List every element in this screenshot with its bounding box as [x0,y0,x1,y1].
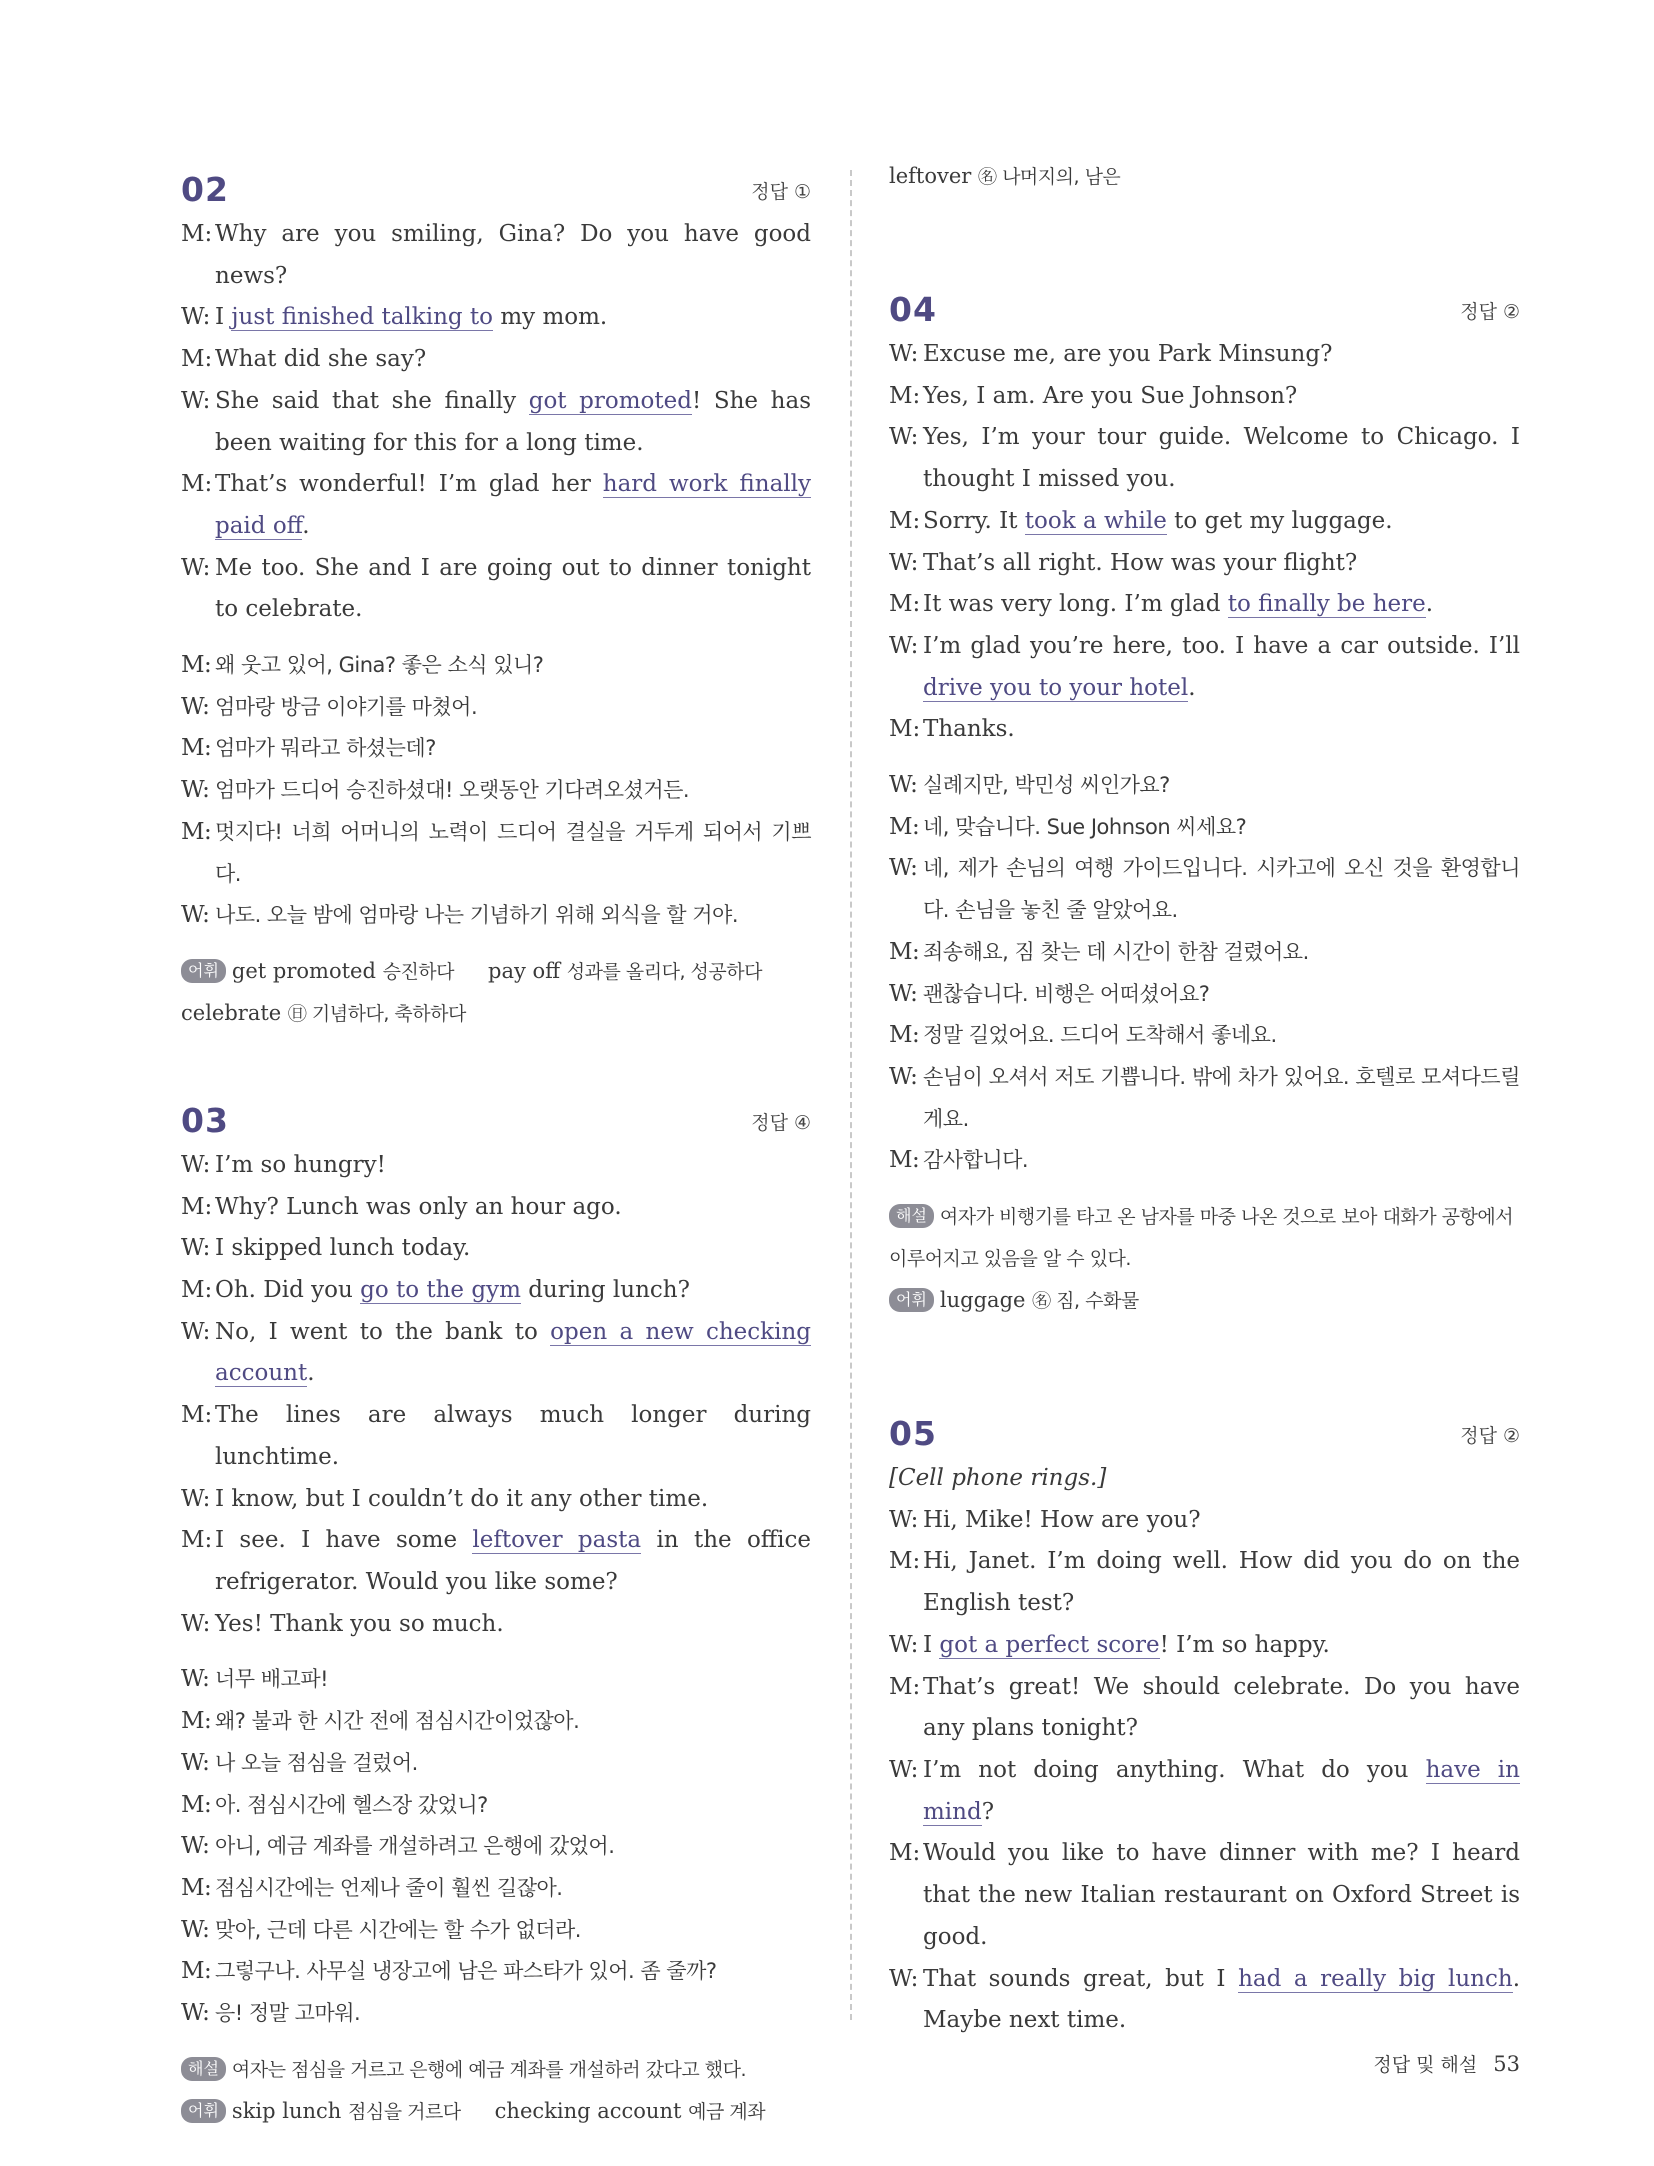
dialogue-text [215,1604,811,1646]
text-segment: Would you like to have dinner with me? I heard that the new Italian restaurant on Oxford Street is good. [923,1840,1520,1950]
dialogue-line [181,1312,811,1395]
translation-text: 엄마가 드디어 승진하셨대! 오랫동안 기다려오셨거든. [215,778,690,803]
translation-text: 그렇구나. 사무실 냉장고에 남은 파스타가 있어. 좀 줄까? [215,1959,717,1984]
speaker-label: W: [889,1506,919,1533]
dialogue-line [181,464,811,547]
text-segment: . [302,512,310,539]
vocab-term: checking account [494,2098,682,2123]
translation-line [181,1951,811,1993]
translation-line [889,848,1520,931]
translation-line [181,770,811,812]
dialogue-line [889,1500,1520,1542]
vocab-meaning: 성과를 올리다, 성공하다 [566,960,762,983]
answer-blank: got promoted [528,387,692,414]
dialogue-text [215,1520,811,1603]
translation-text: 괜찮습니다. 비행은 어떠셨어요? [923,981,1210,1006]
dialogue-text [215,1145,811,1187]
dialogue-text [215,1270,811,1312]
page-footer [1373,2050,1520,2077]
vocab-term: pay off [488,958,561,983]
text-segment: in the office refrigerator. Would you like some? [215,1527,811,1595]
speaker-label: W: [181,1610,211,1637]
text-segment: . Maybe next time. [923,1965,1520,2034]
question-number: 02 [181,170,229,209]
question-number: 03 [181,1100,229,1140]
dialogue-line [181,214,811,297]
text-segment: Hi, Mike! How are you? [923,1506,1201,1533]
translation-text: 맞아, 근데 다른 시간에는 할 수가 없더라. [215,1917,581,1942]
translation-line [889,807,1520,849]
text-segment: I know, but I couldn’t do it any other time. [215,1485,709,1512]
dialogue-line [181,1479,811,1521]
dialogue-line [889,376,1520,418]
text-segment: . [1425,591,1434,618]
translation-line [181,812,811,895]
dialogue-text [923,1625,1520,1667]
dialogue-line [889,543,1520,585]
translation-text: 아. 점심시간에 헬스장 갔었니? [215,1792,488,1817]
dialogue-line [181,1604,811,1646]
translation-line [181,1826,811,1868]
answer-label: 정답 ② [1460,301,1520,323]
speaker-label: W: [181,1485,211,1512]
translation-line [889,932,1520,974]
translation-text: 나도. 오늘 밤에 엄마랑 나는 기념하기 위해 외식을 할 거야. [215,903,739,928]
dialogue-line [889,334,1520,376]
text-segment: The lines are always much longer during lunchtime. [215,1402,811,1470]
translation-text: 네, 맞습니다. Sue Johnson 씨세요? [923,814,1247,839]
dialogue-text [923,334,1520,376]
speaker-label: W: [181,1916,210,1943]
translation-line [181,1910,811,1952]
speaker-label: W: [889,980,918,1007]
dialogue-text [923,543,1520,585]
translation-line [181,1743,811,1785]
speaker-label: M: [181,1193,213,1220]
speaker-label: W: [181,1749,210,1776]
dialogue-line [889,417,1520,500]
answer-blank: got a perfect score [939,1631,1160,1658]
explanation-note [889,1196,1520,1280]
dialogue-text [923,1750,1520,1833]
text-segment: Thanks. [923,716,1015,743]
translation-line [181,1701,811,1743]
korean-translation [889,765,1520,1182]
dialogue-text [215,339,811,381]
question-header [181,1091,811,1140]
speaker-label: W: [889,424,919,451]
speaker-label: W: [181,777,210,804]
answer-blank: had a really big lunch [1238,1965,1513,1992]
answer-blank: have in mind [923,1756,1520,1825]
left-column [181,160,811,2133]
translation-text: 엄마랑 방금 이야기를 마쳤어. [215,694,478,719]
speaker-label: W: [889,1631,919,1658]
question-number: 05 [889,1414,937,1454]
text-segment: Oh. Did you [215,1277,361,1304]
speaker-label: W: [889,341,919,367]
translation-text: 정말 길었어요. 드디어 도착해서 좋네요. [923,1023,1277,1048]
dialogue-line [181,297,811,339]
footer-label: 정답 및 해설 [1373,2054,1478,2076]
vocab-meaning: 승진하다 [382,960,455,983]
dialogue-line [889,1625,1520,1667]
text-segment: during lunch? [520,1277,690,1304]
text-segment: That’s wonderful! I’m glad her [215,471,603,498]
dialogue-line [181,1187,811,1229]
text-segment: That’s all right. How was your flight? [923,549,1358,576]
answer-blank: drive you to your hotel [923,674,1189,701]
speaker-label: W: [181,693,210,720]
speaker-label: M: [181,1277,213,1304]
text-segment: Why? Lunch was only an hour ago. [215,1193,622,1220]
answer-blank: just finished talking to [231,304,494,331]
answer-blank: to finally be here [1227,591,1426,618]
speaker-label: W: [181,2000,210,2027]
speaker-label: W: [181,902,210,929]
vocab-term: celebrate [181,1000,282,1025]
translation-text: 손님이 오셔서 저도 기쁩니다. 밖에 차가 있어요. 호텔로 모셔다드릴게요. [923,1064,1520,1131]
dialogue-text [923,709,1520,751]
speaker-label: W: [889,1063,918,1090]
text-segment: It was very long. I’m glad [923,591,1228,618]
speaker-label: M: [181,652,212,679]
right-column [889,160,1520,2042]
speaker-label: M: [889,382,921,409]
text-segment: . [1188,674,1196,701]
speaker-label: M: [181,818,212,845]
translation-text: 왜? 불과 한 시간 전에 점심시간이었잖아. [215,1709,580,1734]
vocab-tag: 어휘 [889,1288,934,1312]
vocab-term: get promoted [231,958,376,983]
text-segment: What did she say? [215,346,427,373]
dialogue-text [923,584,1520,626]
text-segment: I’m glad you’re here, too. I have a car outside. I’ll [923,632,1520,659]
speaker-label: M: [181,1874,212,1901]
dialogue-text [215,1228,811,1270]
translation-line [181,728,811,770]
text-segment: Yes, I’m your tour guide. Welcome to Chicago. I thought I missed you. [923,424,1520,493]
dialogue-text [923,501,1520,543]
translation-line [181,1868,811,1910]
translation-text: 점심시간에는 언제나 줄이 훨씬 길잖아. [215,1875,563,1900]
question-header [889,1404,1520,1454]
text-segment: I skipped lunch today. [215,1235,471,1262]
text-segment: I’m not doing anything. What do you [923,1756,1426,1783]
speaker-label: M: [889,1147,920,1174]
text-segment: ! I’m so happy. [1159,1631,1330,1658]
translation-line [181,645,811,687]
speaker-label: M: [889,1022,920,1049]
translation-text: 실례지만, 박민성 씨인가요? [923,773,1170,798]
translation-line [889,974,1520,1016]
page-number: 53 [1493,2052,1520,2076]
question-04 [889,280,1520,1322]
translation-line [181,687,811,729]
vocab-note [181,951,811,1035]
speaker-label: M: [889,813,920,840]
dialogue-text [923,1541,1520,1624]
text-segment: . [307,1360,315,1387]
english-dialogue [181,214,811,631]
translation-text: 네, 제가 손님의 여행 가이드입니다. 시카고에 오신 것을 환영합니다. 손님을 놓친 줄 알았어요. [923,856,1520,923]
text-segment: No, I went to the bank to [215,1318,551,1345]
text-segment: I see. I have some [215,1527,473,1554]
text-segment: Why are you smiling, Gina? Do you have good news? [215,221,811,289]
speaker-label: M: [889,1673,921,1700]
speaker-label: M: [889,716,921,743]
translation-text: 너무 배고파! [215,1667,329,1692]
question-header [181,160,811,209]
english-dialogue [889,1500,1520,2042]
translation-line [181,1659,811,1701]
speaker-label: W: [889,632,919,659]
vocab-meaning: ㊔ 나머지의, 남은 [978,166,1121,188]
dialogue-line [181,1520,811,1603]
text-segment: I’m so hungry! [215,1151,386,1178]
answer-label: 정답 ④ [751,1111,811,1134]
speaker-label: M: [181,471,213,498]
speaker-label: M: [181,1791,212,1818]
dialogue-line [889,1541,1520,1624]
dialogue-text [923,626,1520,709]
dialogue-text [215,464,811,547]
vocab-term: luggage [939,1288,1026,1313]
dialogue-text [215,214,811,297]
dialogue-text [923,1667,1520,1750]
text-segment: Yes! Thank you so much. [215,1610,504,1637]
speaker-label: W: [889,772,918,799]
translation-line [889,1015,1520,1057]
text-segment: Sorry. It [923,507,1025,534]
question-03 [181,1091,811,2133]
dialogue-text [215,297,811,339]
text-segment: my mom. [493,304,608,331]
vocab-meaning: ㊐ 기념하다, 축하하다 [287,1002,466,1025]
text-segment: That sounds great, but I [923,1965,1239,1992]
dialogue-line [889,501,1520,543]
dialogue-line [889,1750,1520,1833]
dialogue-line [181,548,811,631]
answer-label: 정답 ② [1460,1425,1520,1448]
translation-text: 응! 정말 고마워. [215,2001,361,2026]
column-divider [850,170,852,2020]
speaker-label: W: [889,1965,919,1992]
dialogue-text [215,1187,811,1229]
answer-blank: hard work finally paid off [215,471,811,539]
dialogue-text [923,417,1520,500]
answer-label: 정답 ① [751,181,811,203]
dialogue-text [215,1479,811,1521]
text-segment: She said that she finally [215,387,529,414]
dialogue-line [889,1667,1520,1750]
dialogue-line [889,584,1520,626]
korean-translation [181,645,811,937]
translation-text: 엄마가 뭐라고 하셨는데? [215,736,436,761]
speaker-label: W: [889,549,919,576]
translation-line [889,1140,1520,1182]
translation-text: 멋지다! 너희 어머니의 노력이 드디어 결실을 거두게 되어서 기쁘다. [215,819,811,886]
speaker-label: W: [181,554,211,581]
text-segment: Hi, Janet. I’m doing well. How did you do on the English test? [923,1548,1520,1617]
explanation-tag: 해설 [889,1204,934,1228]
translation-line [889,765,1520,807]
vocab-term: leftover [889,164,972,188]
translation-line [181,1993,811,2035]
dialogue-line [181,1228,811,1270]
speaker-label: W: [181,1666,210,1693]
dialogue-text [923,1500,1520,1542]
speaker-label: M: [181,1527,213,1554]
speaker-label: W: [181,1151,211,1178]
english-dialogue [889,334,1520,751]
vocab-tag: 어휘 [181,959,226,983]
dialogue-line [181,1395,811,1478]
question-header [889,280,1520,329]
dialogue-line [181,381,811,464]
explanation-tag: 해설 [181,2057,226,2081]
translation-text: 감사합니다. [923,1148,1029,1173]
question-05 [889,1404,1520,2042]
english-dialogue [181,1145,811,1645]
speaker-label: W: [889,1756,919,1783]
text-segment: Yes, I am. Are you Sue Johnson? [923,382,1298,409]
vocab-note-continued [889,156,1520,198]
speaker-label: M: [181,1958,212,1985]
text-segment: I [215,304,232,331]
explanation-text: 여자가 비행기를 타고 온 남자를 마중 나온 것으로 보아 대화가 공항에서 이루어지고 있음을 알 수 있다. [889,1206,1514,1271]
dialogue-line [889,626,1520,709]
vocab-note [889,1280,1520,1322]
translation-line [181,1785,811,1827]
text-segment: ! She has been waiting for this for a long time. [215,387,811,456]
answer-blank: took a while [1024,507,1167,534]
question-02 [181,160,811,1035]
speaker-label: M: [889,507,921,534]
dialogue-text [923,376,1520,418]
translation-line [181,895,811,937]
speaker-label: M: [889,1548,921,1575]
translation-text: 아니, 예금 계좌를 개설하려고 은행에 갔었어. [215,1834,615,1859]
vocab-tag: 어휘 [181,2099,226,2123]
speaker-label: W: [181,1318,211,1345]
stage-direction: [Cell phone rings.] [889,1465,1107,1492]
text-segment: I [923,1631,940,1658]
dialogue-line [181,1270,811,1312]
speaker-label: M: [181,346,213,373]
speaker-label: M: [181,735,212,762]
dialogue-text [215,1395,811,1478]
korean-translation [181,1659,811,2034]
speaker-label: W: [181,1833,210,1860]
dialogue-text [215,548,811,631]
text-segment: ? [981,1798,995,1825]
speaker-label: M: [889,938,920,965]
text-segment: to get my luggage. [1166,507,1393,534]
explanation-note [181,2049,811,2091]
dialogue-line [889,1833,1520,1958]
dialogue-line [181,1145,811,1187]
explanation-text: 여자는 점심을 거르고 은행에 예금 계좌를 개설하러 갔다고 했다. [231,2058,746,2081]
speaker-label: M: [181,221,213,247]
answer-blank: open a new checking account [215,1318,811,1387]
dialogue-text [923,1959,1520,2042]
translation-text: 나 오늘 점심을 걸렀어. [215,1750,418,1775]
speaker-label: M: [181,1708,212,1735]
text-segment: Excuse me, are you Park Minsung? [923,341,1333,367]
speaker-label: M: [889,1840,921,1867]
speaker-label: W: [181,1235,211,1262]
speaker-label: W: [181,387,211,414]
dialogue-line [181,339,811,381]
text-segment: Me too. She and I are going out to dinner tonight to celebrate. [215,554,811,623]
vocab-meaning: 점심을 거르다 [348,2100,461,2123]
vocab-meaning: 예금 계좌 [688,2100,766,2123]
dialogue-text [923,1833,1520,1958]
dialogue-line [889,1959,1520,2042]
question-number: 04 [889,290,937,329]
answer-blank: go to the gym [360,1277,521,1304]
dialogue-line [889,709,1520,751]
speaker-label: W: [181,304,211,331]
translation-text: 왜 웃고 있어, Gina? 좋은 소식 있니? [215,653,544,678]
vocab-meaning: ㊔ 짐, 수화물 [1032,1290,1139,1313]
translation-line [889,1057,1520,1140]
speaker-label: W: [889,855,918,882]
answer-blank: leftover pasta [472,1527,642,1554]
dialogue-text [215,1312,811,1395]
text-segment: That’s great! We should celebrate. Do you have any plans tonight? [923,1673,1520,1742]
speaker-label: M: [889,591,921,618]
dialogue-text [215,381,811,464]
translation-text: 죄송해요, 짐 찾는 데 시간이 한참 걸렸어요. [923,939,1309,964]
vocab-term: skip lunch [231,2098,342,2123]
speaker-label: M: [181,1402,213,1429]
vocab-note [181,2091,811,2133]
